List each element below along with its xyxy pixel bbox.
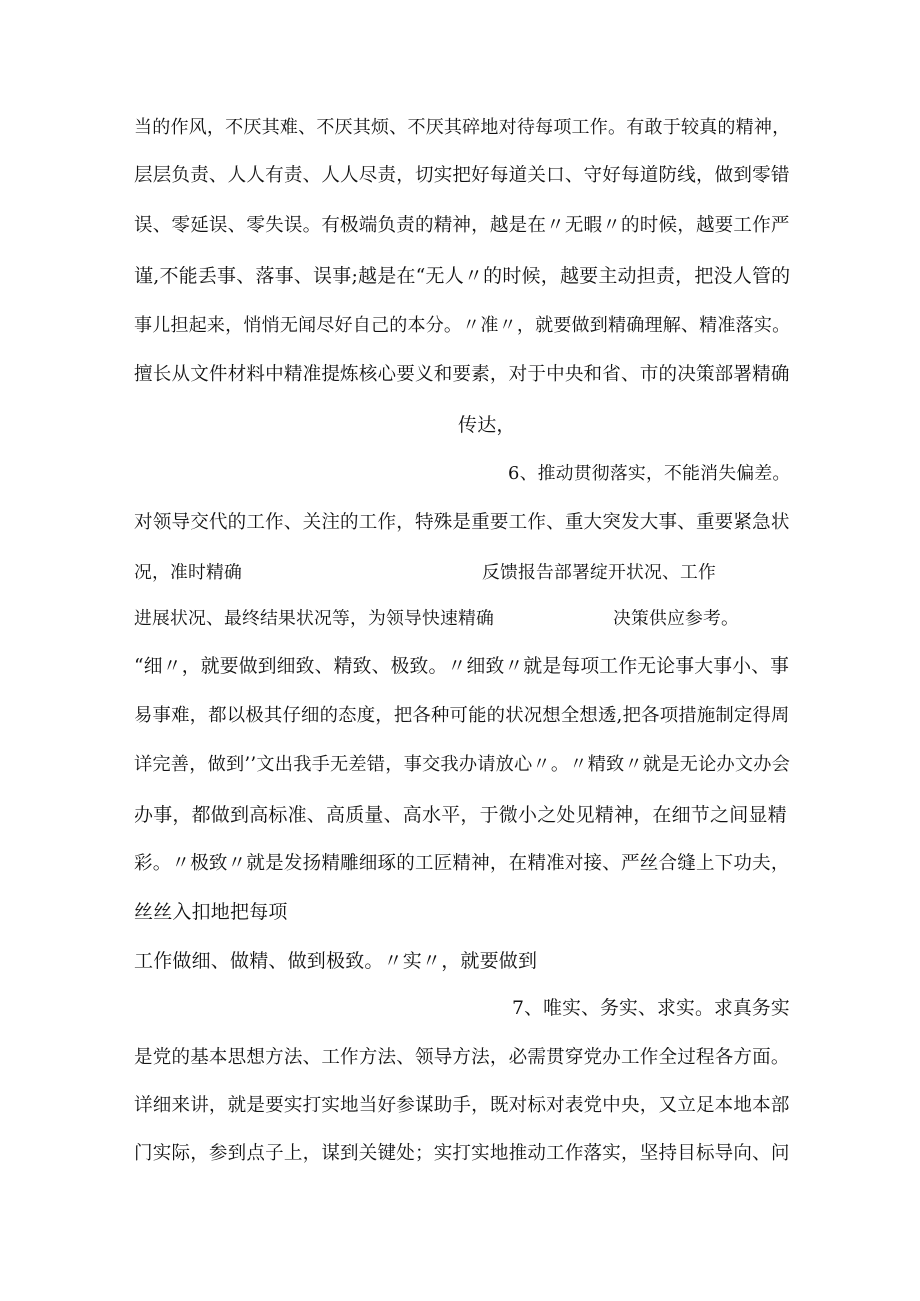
text-line-4: 谨,不能丢事、落事、误事;越是在“无人〃的时候，越要主动担责，把没人管的 bbox=[134, 265, 791, 287]
text-line-1: 当的作风，不厌其难、不厌其烦、不厌其碎地对待每项工作。有敢于较真的精神， bbox=[134, 117, 791, 138]
text-line-10-right: 反馈报告部署绽开状况、工作 bbox=[482, 562, 716, 583]
text-line-11-right: 决策供应参考。 bbox=[613, 608, 739, 629]
text-line-2: 层层负责、人人有责、人人尽责，切实把好每道关口、守好每道防线，做到零错 bbox=[134, 165, 790, 186]
text-line-20: 是党的基本思想方法、工作方法、领导方法，必需贯穿党办工作全过程各方面。 bbox=[134, 1047, 790, 1068]
text-line-21: 详细来讲，就是要实打实地当好参谋助手，既对标对表党中央，又立足本地本部 bbox=[134, 1095, 790, 1116]
text-line-15: 办事，都做到高标准、高质量、高水平，于微小之处见精神，在细节之间显精 bbox=[134, 804, 787, 826]
text-line-5: 事儿担起来，悄悄无闻尽好自己的本分。〃准〃，就要做到精确理解、精准落实。 bbox=[134, 315, 791, 336]
text-line-13: 易事难，都以极其仔细的态度，把各种可能的状况想全想透,把各项措施制定得周 bbox=[134, 705, 790, 726]
text-line-18: 工作做细、做精、做到极致。〃实〃，就要做到 bbox=[134, 950, 538, 972]
text-line-12: “细〃，就要做到细致、精致、极致。〃细致〃就是每项工作无论事大事小、事 bbox=[134, 656, 790, 677]
text-line-22: 门实际，参到点子上，谋到关键处；实打实地推动工作落实，坚持目标导向、问 bbox=[134, 1143, 790, 1164]
text-line-7: 传达， bbox=[458, 414, 516, 436]
text-line-14: 详完善，做到’’文出我手无差错，事交我办请放心〃。〃精致〃就是无论办文办会 bbox=[134, 754, 791, 775]
text-line-6: 擅长从文件材料中精准提炼核心要义和要素，对于中央和省、市的决策部署精确 bbox=[134, 364, 790, 385]
text-line-10-left: 况，准时精确 bbox=[134, 562, 242, 583]
section-heading-7: 7、唯实、务实、求实。求真务实 bbox=[512, 998, 790, 1019]
text-line-16: 彩。〃极致〃就是发扬精雕细琢的工匠精神，在精准对接、严丝合缝上下功夫， bbox=[134, 853, 790, 874]
text-line-3: 误、零延误、零失误。有极端负责的精神，越是在〃无暇〃的时候，越要工作严 bbox=[134, 215, 790, 236]
text-line-9: 对领导交代的工作、关注的工作，特殊是重要工作、重大突发大事、重要紧急状 bbox=[134, 512, 790, 533]
text-line-11-left: 进展状况、最终结果状况等，为领导快速精确 bbox=[134, 608, 494, 629]
section-heading-6: 6、推动贯彻落实，不能消失偏差。 bbox=[508, 463, 791, 484]
text-line-17: 丝丝入扣地把每项 bbox=[134, 901, 288, 923]
